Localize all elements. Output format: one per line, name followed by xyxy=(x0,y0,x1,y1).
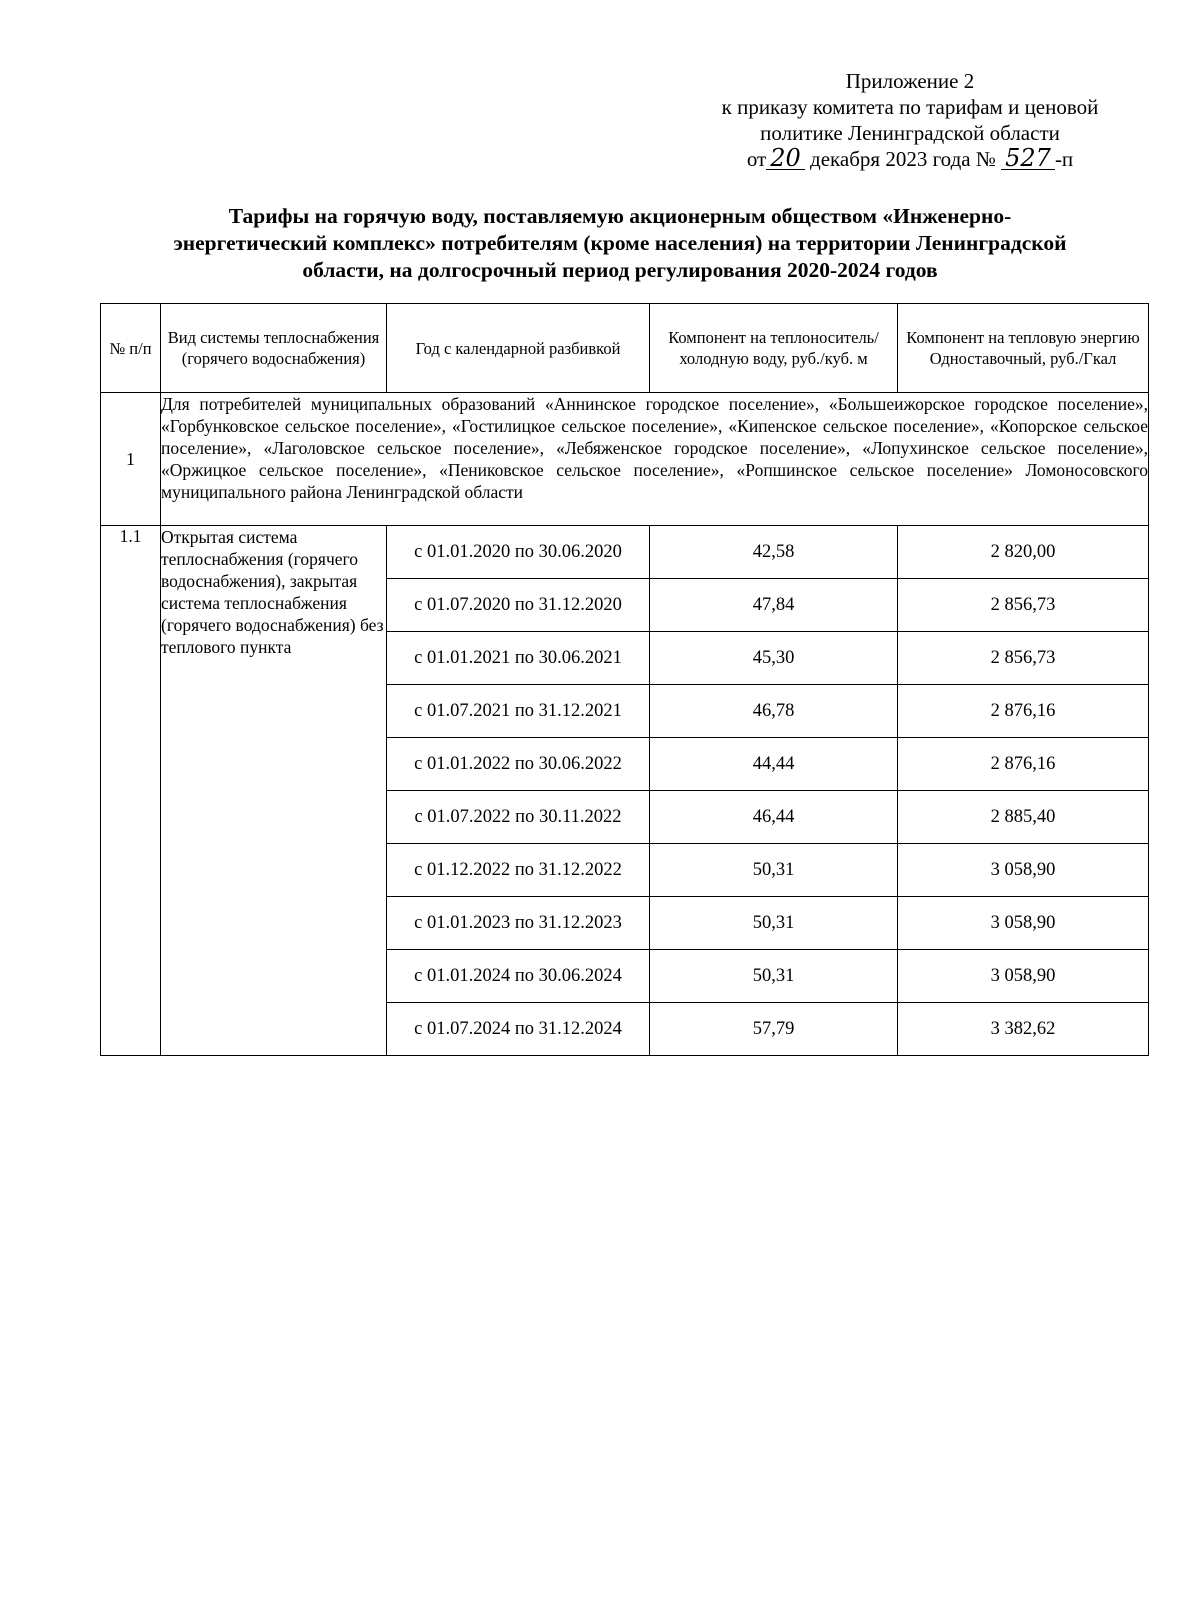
heat-carrier-cell: 50,31 xyxy=(650,950,898,1003)
heat-carrier-cell: 46,44 xyxy=(650,791,898,844)
group-number: 1 xyxy=(101,393,161,526)
period-cell: с 01.01.2023 по 31.12.2023 xyxy=(387,897,650,950)
order-suffix: -п xyxy=(1054,147,1074,171)
date-prefix: от xyxy=(746,147,767,171)
heat-carrier-cell: 46,78 xyxy=(650,685,898,738)
period-cell: с 01.07.2022 по 30.11.2022 xyxy=(387,791,650,844)
heat-energy-cell: 2 876,16 xyxy=(898,685,1149,738)
period-cell: с 01.12.2022 по 31.12.2022 xyxy=(387,844,650,897)
period-cell: с 01.07.2020 по 31.12.2020 xyxy=(387,579,650,632)
header-heat-energy: Компонент на тепловую энергию Одноставочный, руб./Гкал xyxy=(898,304,1149,393)
heat-energy-cell: 2 876,16 xyxy=(898,738,1149,791)
table-header-row xyxy=(101,304,1149,393)
heat-carrier-cell: 42,58 xyxy=(650,526,898,579)
group-description: Для потребителей муниципальных образований «Аннинское городское поселение», «Большеижорское городское поселение», «Горбунковское сельское поселение», «Гостилицкое сельское поселение», «Кипенское сельское поселение», «Копорское сельское поселение», «Лаголовское сельское поселение», «Лебяженское городское поселение», «Лопухинское сельское поселение», «Оржицкое сельское поселение», «Пениковское сельское поселение», «Ропшинское сельское поселение» Ломоносовского муниципального района Ленинградской области xyxy=(161,393,1149,526)
appendix-authority: политике Ленинградской области xyxy=(760,121,1060,145)
period-cell: с 01.07.2021 по 31.12.2021 xyxy=(387,685,650,738)
appendix-date-line xyxy=(680,146,1140,172)
heat-energy-cell: 2 885,40 xyxy=(898,791,1149,844)
subgroup-number: 1.1 xyxy=(101,526,161,1056)
appendix-label: Приложение 2 xyxy=(845,69,975,93)
heat-energy-cell: 2 856,73 xyxy=(898,632,1149,685)
heat-energy-cell: 2 820,00 xyxy=(898,526,1149,579)
period-cell: с 01.01.2021 по 30.06.2021 xyxy=(387,632,650,685)
period-cell: с 01.01.2024 по 30.06.2024 xyxy=(387,950,650,1003)
table-row xyxy=(101,526,1149,579)
header-period: Год с календарной разбивкой xyxy=(387,304,650,393)
heat-carrier-cell: 47,84 xyxy=(650,579,898,632)
heat-carrier-cell: 57,79 xyxy=(650,1003,898,1056)
period-cell: с 01.01.2020 по 30.06.2020 xyxy=(387,526,650,579)
header-heat-carrier: Компонент на теплоноситель/холодную воду, руб./куб. м xyxy=(650,304,898,393)
handwritten-order-number: 527 xyxy=(1001,147,1055,170)
period-cell: с 01.07.2024 по 31.12.2024 xyxy=(387,1003,650,1056)
handwritten-day: 20 xyxy=(766,147,805,170)
period-cell: с 01.01.2022 по 30.06.2022 xyxy=(387,738,650,791)
heat-energy-cell: 2 856,73 xyxy=(898,579,1149,632)
heat-energy-cell: 3 382,62 xyxy=(898,1003,1149,1056)
title-line-2: энергетический комплекс» потребителям (кроме населения) на территории Ленинградской xyxy=(173,231,1067,255)
header-system: Вид системы теплоснабжения (горячего водоснабжения) xyxy=(161,304,387,393)
heat-energy-cell: 3 058,90 xyxy=(898,950,1149,1003)
subgroup-system-type: Открытая система теплоснабжения (горячего водоснабжения), закрытая система теплоснабжения (горячего водоснабжения) без теплового пункта xyxy=(161,526,387,1056)
heat-carrier-cell: 45,30 xyxy=(650,632,898,685)
header-num: № п/п xyxy=(101,304,161,393)
heat-energy-cell: 3 058,90 xyxy=(898,897,1149,950)
heat-carrier-cell: 50,31 xyxy=(650,844,898,897)
document-title xyxy=(100,203,1140,284)
heat-carrier-cell: 50,31 xyxy=(650,897,898,950)
title-line-3: области, на долгосрочный период регулирования 2020-2024 годов xyxy=(302,258,938,282)
heat-carrier-cell: 44,44 xyxy=(650,738,898,791)
heat-energy-cell: 3 058,90 xyxy=(898,844,1149,897)
date-middle: декабря 2023 года № xyxy=(810,147,996,171)
group-row xyxy=(101,393,1149,526)
title-line-1: Тарифы на горячую воду, поставляемую акционерным обществом «Инженерно- xyxy=(228,204,1012,228)
appendix-order-ref: к приказу комитета по тарифам и ценовой xyxy=(721,95,1099,119)
tariff-table xyxy=(100,303,1149,1056)
appendix-header xyxy=(680,68,1140,172)
